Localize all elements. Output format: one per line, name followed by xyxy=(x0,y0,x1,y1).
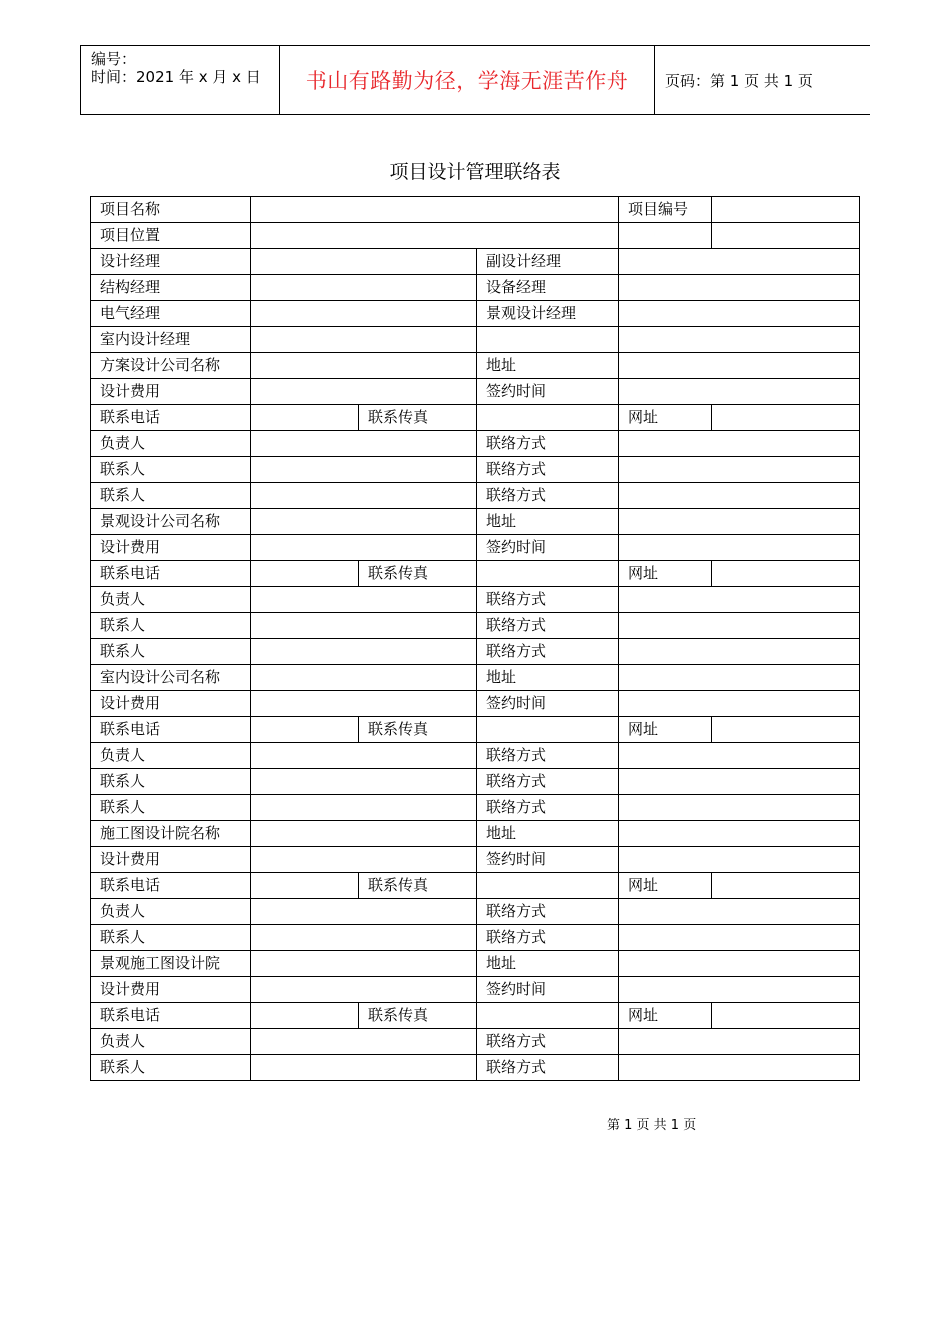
table-row xyxy=(91,561,860,587)
table-row xyxy=(91,951,860,977)
table-row xyxy=(91,873,860,899)
contact-method-field[interactable] xyxy=(619,743,860,769)
structure-manager-label: 结构经理 xyxy=(91,275,251,301)
electrical-manager-field[interactable] xyxy=(251,301,477,327)
table-row xyxy=(91,379,860,405)
contact-name-field[interactable] xyxy=(251,613,477,639)
phone-field[interactable] xyxy=(251,873,359,899)
contact-method-label: 联络方式 xyxy=(477,925,619,951)
address-field[interactable] xyxy=(619,353,860,379)
page-title: 项目设计管理联络表 xyxy=(389,161,561,183)
contact-role-label: 联系人 xyxy=(91,457,251,483)
design-fee-label: 设计费用 xyxy=(91,977,251,1003)
fax-label: 联系传真 xyxy=(359,405,477,431)
contact-form-table xyxy=(90,196,860,1081)
contact-method-label: 联络方式 xyxy=(477,1055,619,1081)
table-row xyxy=(91,977,860,1003)
table-row xyxy=(91,717,860,743)
phone-field[interactable] xyxy=(251,405,359,431)
fax-label: 联系传真 xyxy=(359,717,477,743)
contact-name-field[interactable] xyxy=(251,639,477,665)
page-footer: 第 1 页 共 1 页 xyxy=(607,1118,697,1133)
table-row xyxy=(91,639,860,665)
contact-role-label: 负责人 xyxy=(91,431,251,457)
design-fee-label: 设计费用 xyxy=(91,847,251,873)
contact-method-field[interactable] xyxy=(619,769,860,795)
sign-time-label: 签约时间 xyxy=(477,379,619,405)
contact-name-field[interactable] xyxy=(251,457,477,483)
address-field[interactable] xyxy=(619,509,860,535)
fax-label: 联系传真 xyxy=(359,1003,477,1029)
contact-role-label: 联系人 xyxy=(91,769,251,795)
header-motto xyxy=(280,46,655,114)
table-row xyxy=(91,1055,860,1081)
form-body xyxy=(91,197,860,1081)
structure-manager-field[interactable] xyxy=(251,275,477,301)
contact-role-label: 联系人 xyxy=(91,795,251,821)
table-row xyxy=(91,457,860,483)
table-row xyxy=(91,327,860,353)
contact-role-label: 联系人 xyxy=(91,613,251,639)
page-header xyxy=(80,45,870,115)
contact-method-field[interactable] xyxy=(619,1055,860,1081)
phone-field[interactable] xyxy=(251,561,359,587)
website-label: 网址 xyxy=(619,717,712,743)
website-field[interactable] xyxy=(712,1003,860,1029)
fax-field[interactable] xyxy=(477,405,619,431)
company-name-label: 景观设计公司名称 xyxy=(91,509,251,535)
company-name-label: 方案设计公司名称 xyxy=(91,353,251,379)
contact-method-label: 联络方式 xyxy=(477,1029,619,1055)
table-row xyxy=(91,613,860,639)
sign-time-field[interactable] xyxy=(619,847,860,873)
contact-role-label: 负责人 xyxy=(91,1029,251,1055)
contact-name-field[interactable] xyxy=(251,483,477,509)
address-label: 地址 xyxy=(477,353,619,379)
company-name-label: 施工图设计院名称 xyxy=(91,821,251,847)
contact-name-field[interactable] xyxy=(251,1029,477,1055)
deputy-design-manager-label: 副设计经理 xyxy=(477,249,619,275)
table-row xyxy=(91,405,860,431)
contact-method-field[interactable] xyxy=(619,1029,860,1055)
landscape-design-manager-label: 景观设计经理 xyxy=(477,301,619,327)
address-label: 地址 xyxy=(477,951,619,977)
address-field[interactable] xyxy=(619,821,860,847)
contact-name-field[interactable] xyxy=(251,587,477,613)
interior-design-manager-field[interactable] xyxy=(251,327,477,353)
company-name-field[interactable] xyxy=(251,951,477,977)
website-label: 网址 xyxy=(619,561,712,587)
contact-method-label: 联络方式 xyxy=(477,613,619,639)
contact-method-field[interactable] xyxy=(619,899,860,925)
table-row xyxy=(91,665,860,691)
address-label: 地址 xyxy=(477,509,619,535)
design-manager-label: 设计经理 xyxy=(91,249,251,275)
table-row xyxy=(91,223,860,249)
contact-name-field[interactable] xyxy=(251,1055,477,1081)
table-row xyxy=(91,431,860,457)
website-field[interactable] xyxy=(712,717,860,743)
table-row xyxy=(91,769,860,795)
header-meta xyxy=(80,46,280,114)
sign-time-label: 签约时间 xyxy=(477,691,619,717)
electrical-manager-label: 电气经理 xyxy=(91,301,251,327)
table-row xyxy=(91,483,860,509)
fax-label: 联系传真 xyxy=(359,561,477,587)
sign-time-field[interactable] xyxy=(619,691,860,717)
address-label: 地址 xyxy=(477,665,619,691)
design-fee-label: 设计费用 xyxy=(91,691,251,717)
sign-time-field[interactable] xyxy=(619,977,860,1003)
contact-method-field[interactable] xyxy=(619,795,860,821)
fax-label: 联系传真 xyxy=(359,873,477,899)
company-name-field[interactable] xyxy=(251,353,477,379)
contact-method-field[interactable] xyxy=(619,587,860,613)
fax-field[interactable] xyxy=(477,561,619,587)
contact-method-label: 联络方式 xyxy=(477,769,619,795)
sign-time-label: 签约时间 xyxy=(477,977,619,1003)
contact-name-field[interactable] xyxy=(251,769,477,795)
interior-design-manager-label: 室内设计经理 xyxy=(91,327,251,353)
website-label: 网址 xyxy=(619,405,712,431)
table-row xyxy=(91,1029,860,1055)
time-label: 时间：2021 年 x 月 x 日 xyxy=(91,68,261,86)
website-label: 网址 xyxy=(619,1003,712,1029)
contact-method-label: 联络方式 xyxy=(477,457,619,483)
table-row xyxy=(91,795,860,821)
contact-method-label: 联络方式 xyxy=(477,743,619,769)
contact-method-label: 联络方式 xyxy=(477,587,619,613)
company-name-field[interactable] xyxy=(251,821,477,847)
website-field[interactable] xyxy=(712,405,860,431)
contact-role-label: 联系人 xyxy=(91,1055,251,1081)
contact-method-field[interactable] xyxy=(619,483,860,509)
fax-field[interactable] xyxy=(477,873,619,899)
design-fee-label: 设计费用 xyxy=(91,535,251,561)
contact-role-label: 负责人 xyxy=(91,743,251,769)
contact-method-label: 联络方式 xyxy=(477,639,619,665)
contact-role-label: 联系人 xyxy=(91,639,251,665)
project-location-field[interactable] xyxy=(251,223,619,249)
company-name-field[interactable] xyxy=(251,665,477,691)
sign-time-label: 签约时间 xyxy=(477,847,619,873)
table-row xyxy=(91,743,860,769)
project-number-label: 项目编号 xyxy=(619,197,712,223)
phone-label: 联系电话 xyxy=(91,561,251,587)
website-field[interactable] xyxy=(712,873,860,899)
contact-role-label: 联系人 xyxy=(91,483,251,509)
table-row xyxy=(91,509,860,535)
fax-field[interactable] xyxy=(477,1003,619,1029)
fax-field[interactable] xyxy=(477,717,619,743)
phone-label: 联系电话 xyxy=(91,405,251,431)
contact-method-field[interactable] xyxy=(619,639,860,665)
number-label: 编号： xyxy=(91,50,137,68)
design-manager-field[interactable] xyxy=(251,249,477,275)
design-fee-label: 设计费用 xyxy=(91,379,251,405)
equipment-manager-field[interactable] xyxy=(619,275,860,301)
contact-method-label: 联络方式 xyxy=(477,899,619,925)
contact-method-label: 联络方式 xyxy=(477,795,619,821)
table-row xyxy=(91,821,860,847)
design-fee-field[interactable] xyxy=(251,379,477,405)
address-field[interactable] xyxy=(619,665,860,691)
phone-label: 联系电话 xyxy=(91,717,251,743)
table-row xyxy=(91,249,860,275)
table-row xyxy=(91,691,860,717)
contact-name-field[interactable] xyxy=(251,925,477,951)
table-row xyxy=(91,925,860,951)
company-name-field[interactable] xyxy=(251,509,477,535)
sign-time-label: 签约时间 xyxy=(477,535,619,561)
address-field[interactable] xyxy=(619,951,860,977)
sign-time-field[interactable] xyxy=(619,379,860,405)
landscape-design-manager-field[interactable] xyxy=(619,301,860,327)
project-name-label: 项目名称 xyxy=(91,197,251,223)
design-fee-field[interactable] xyxy=(251,691,477,717)
contact-name-field[interactable] xyxy=(251,743,477,769)
table-row xyxy=(91,847,860,873)
design-fee-field[interactable] xyxy=(251,535,477,561)
contact-name-field[interactable] xyxy=(251,795,477,821)
contact-method-field[interactable] xyxy=(619,457,860,483)
contact-role-label: 负责人 xyxy=(91,587,251,613)
design-fee-field[interactable] xyxy=(251,977,477,1003)
contact-method-field[interactable] xyxy=(619,613,860,639)
table-row xyxy=(91,353,860,379)
website-label: 网址 xyxy=(619,873,712,899)
contact-role-label: 负责人 xyxy=(91,899,251,925)
table-row xyxy=(91,1003,860,1029)
sign-time-field[interactable] xyxy=(619,535,860,561)
project-location-label: 项目位置 xyxy=(91,223,251,249)
page-info: 页码：第 1 页 共 1 页 xyxy=(665,71,813,90)
table-row xyxy=(91,301,860,327)
table-row xyxy=(91,275,860,301)
phone-field[interactable] xyxy=(251,1003,359,1029)
project-location-extra-field[interactable] xyxy=(619,223,712,249)
address-label: 地址 xyxy=(477,821,619,847)
project-name-field[interactable] xyxy=(251,197,619,223)
table-row xyxy=(91,899,860,925)
table-row xyxy=(91,587,860,613)
contact-name-field[interactable] xyxy=(251,899,477,925)
phone-field[interactable] xyxy=(251,717,359,743)
contact-method-field[interactable] xyxy=(619,925,860,951)
contact-name-field[interactable] xyxy=(251,431,477,457)
project-location-extra-field-2[interactable] xyxy=(712,223,860,249)
equipment-manager-label: 设备经理 xyxy=(477,275,619,301)
contact-method-label: 联络方式 xyxy=(477,483,619,509)
project-number-field[interactable] xyxy=(712,197,860,223)
company-name-label: 景观施工图设计院 xyxy=(91,951,251,977)
table-row xyxy=(91,535,860,561)
design-fee-field[interactable] xyxy=(251,847,477,873)
phone-label: 联系电话 xyxy=(91,1003,251,1029)
contact-method-label: 联络方式 xyxy=(477,431,619,457)
table-row xyxy=(91,197,860,223)
company-name-label: 室内设计公司名称 xyxy=(91,665,251,691)
contact-role-label: 联系人 xyxy=(91,925,251,951)
deputy-design-manager-field[interactable] xyxy=(619,249,860,275)
motto-text: 书山有路勤为径，学海无涯苦作舟 xyxy=(305,69,629,93)
empty-field[interactable] xyxy=(619,327,860,353)
phone-label: 联系电话 xyxy=(91,873,251,899)
website-field[interactable] xyxy=(712,561,860,587)
contact-method-field[interactable] xyxy=(619,431,860,457)
empty-cell xyxy=(477,327,619,353)
